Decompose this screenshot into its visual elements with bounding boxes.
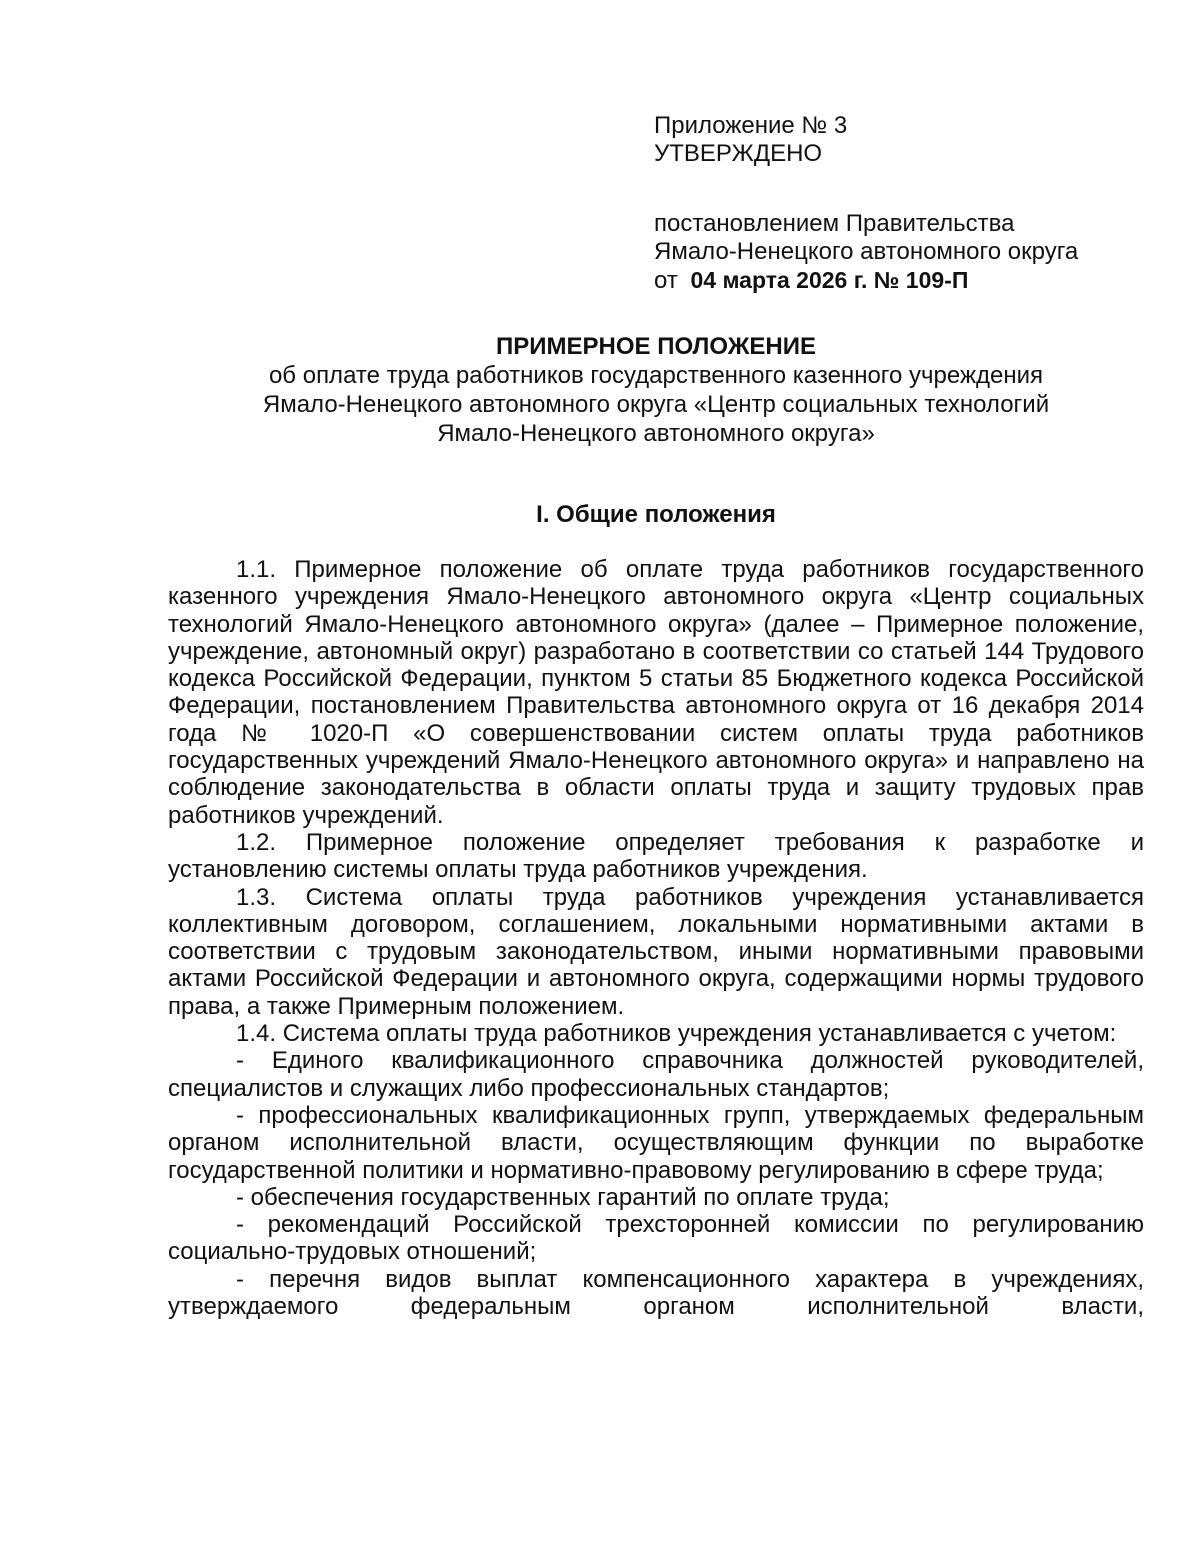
title-subline-3: Ямало-Ненецкого автономного округа» bbox=[437, 420, 875, 447]
paragraph-1-1: 1.1. Примерное положение об оплате труда работников государственного казенного учреждения Ямало-Ненецкого автономного округа «Центр социальных технологий Ямало-Ненецкого автономного округа» (далее – Примерное положение, учреждение, автономный округ) разработано в соответствии со статьей 144 Трудового кодекса Российской Федерации, пунктом 5 статьи 85 Бюджетного кодекса Российской Федерации, постановлением Правительства автономного округа от 16 декабря 2014 года № 1020-П «О совершенствовании систем оплаты труда работников государственных учреждений Ямало-Ненецкого автономного округа» и направлено на соблюдение законодательства в области оплаты труда и защиту трудовых прав работников учреждений. bbox=[168, 556, 1144, 829]
list-item: - обеспечения государственных гарантий по оплате труда; bbox=[236, 1183, 890, 1211]
paragraph-1-4: 1.4. Система оплаты труда работников учреждения устанавливается с учетом: bbox=[236, 1020, 1117, 1048]
title-subline-1: об оплате труда работников государственного казенного учреждения bbox=[268, 362, 1044, 389]
resolution-line-2: Ямало-Ненецкого автономного округа bbox=[654, 238, 1079, 265]
paragraph-1-3: 1.3. Система оплаты труда работников учреждения устанавливается коллективным договором, соглашением, локальными нормативными актами в соответствии с трудовым законодательством, иными нормативными правовыми актами Российской Федерации и автономного округа, содержащими нормы трудового права, а также Примерным положением. bbox=[168, 883, 1144, 1020]
paragraph-1-2: 1.2. Примерное положение определяет требования к разработке и установлению системы оплаты труда работников учреждения. bbox=[168, 828, 1144, 884]
list-item: - перечня видов выплат компенсационного характера в учреждениях, утверждаемого федеральным органом исполнительной власти, bbox=[168, 1265, 1144, 1321]
title-subline-2: Ямало-Ненецкого автономного округа «Центр социальных технологий bbox=[262, 391, 1050, 418]
resolution-date-number: 04 марта 2026 г. № 109-П bbox=[690, 267, 969, 293]
document-title: ПРИМЕРНОЕ ПОЛОЖЕНИЕ bbox=[496, 333, 816, 360]
resolution-line-1: постановлением Правительства bbox=[654, 210, 1015, 237]
approval-block bbox=[654, 112, 1174, 295]
appendix-number: Приложение № 3 bbox=[654, 112, 848, 139]
section-heading: I. Общие положения bbox=[536, 501, 776, 528]
approval-gap bbox=[654, 168, 1174, 210]
date-prefix: от bbox=[654, 267, 678, 294]
list-item: - рекомендаций Российской трехсторонней комиссии по регулированию социально-трудовых отношений; bbox=[168, 1211, 1144, 1266]
document-title-block bbox=[168, 332, 1144, 448]
resolution-date-line bbox=[654, 266, 1174, 295]
list-item: - профессиональных квалификационных групп, утверждаемых федеральным органом исполнительной власти, осуществляющим функции по выработке государственной политики и нормативно-правовому регулированию в сфере труда; bbox=[168, 1101, 1144, 1184]
approved-stamp-text: УТВЕРЖДЕНО bbox=[654, 140, 823, 167]
document-body bbox=[168, 556, 1144, 1320]
list-item: - Единого квалификационного справочника должностей руководителей, специалистов и служащих либо профессиональных стандартов; bbox=[168, 1047, 1144, 1102]
